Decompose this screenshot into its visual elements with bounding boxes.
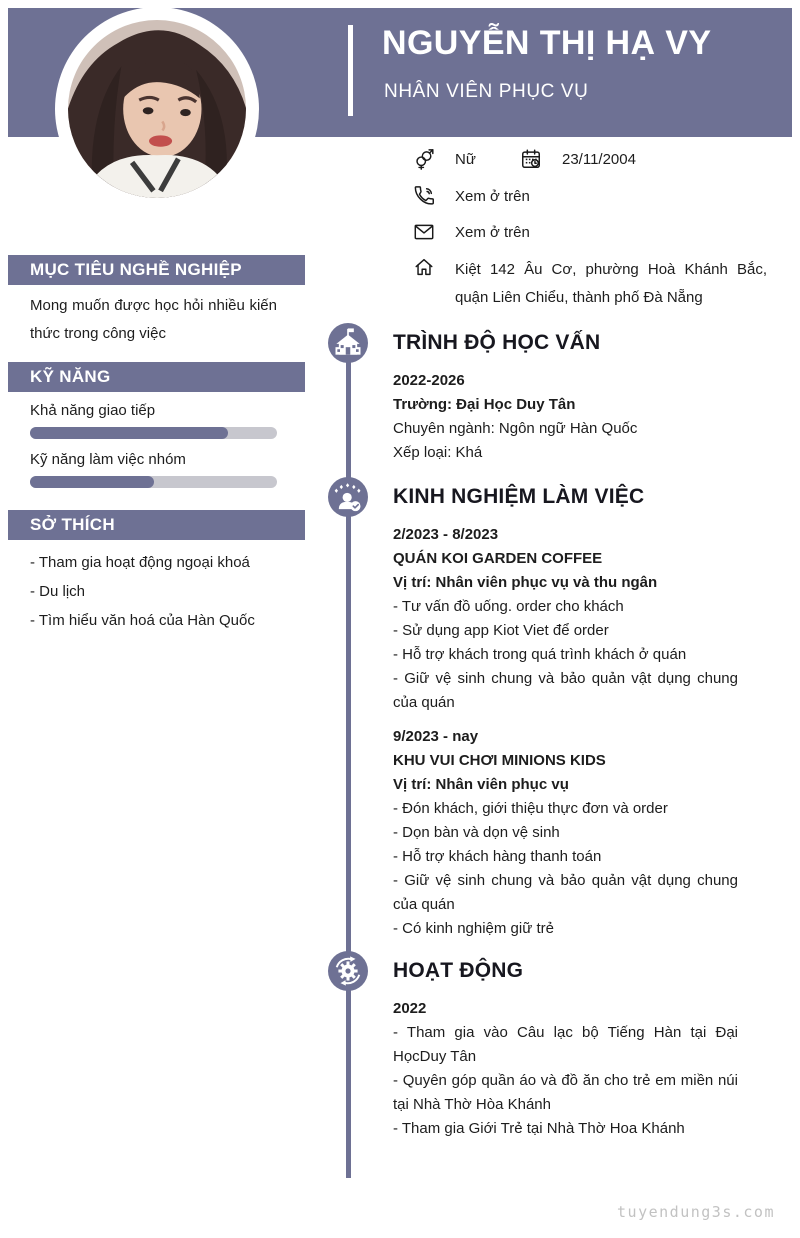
skill-fill: [30, 427, 228, 439]
hobby-item: - Tham gia hoạt động ngoại khoá: [30, 554, 250, 571]
activities-section: [393, 958, 738, 1141]
job-title: NHÂN VIÊN PHỤC VỤ: [384, 81, 589, 102]
job-company: KHU VUI CHƠI MINIONS KIDS: [393, 752, 606, 769]
job: [393, 523, 738, 715]
education-school: Trường: Đại Học Duy Tân: [393, 396, 576, 413]
job-position: Vị trí: Nhân viên phục vụ và thu ngân: [393, 574, 658, 591]
objective-heading: MỤC TIÊU NGHỀ NGHIỆP: [8, 255, 305, 285]
phone-value: Xem ở trên: [455, 188, 530, 205]
activities-year: 2022: [393, 1000, 427, 1017]
hobby-item: - Du lịch: [30, 583, 86, 600]
duty-item: - Đón khách, giới thiệu thực đơn và order: [393, 800, 668, 817]
skill-bar: [30, 476, 277, 488]
home-icon: [413, 256, 435, 278]
calendar-icon: [520, 148, 542, 170]
duty-item: - Hỗ trợ khách trong quá trình khách ở quán: [393, 646, 687, 663]
skill-fill: [30, 476, 154, 488]
job-period: 9/2023 - nay: [393, 728, 479, 745]
hobbies-list: [30, 548, 298, 635]
education-period: 2022-2026: [393, 372, 465, 389]
header-accent-bar: [348, 25, 353, 116]
education-heading: TRÌNH ĐỘ HỌC VẤN: [393, 331, 601, 354]
job: [393, 725, 738, 941]
duty-item: - Giữ vệ sinh chung và bảo quản vật dụng chung của quán: [393, 872, 738, 913]
profile-photo-ring: [55, 7, 259, 211]
timeline-line: [346, 343, 351, 1178]
activity-item: - Tham gia Giới Trẻ tại Nhà Thờ Hoa Khánh: [393, 1120, 685, 1137]
experience-heading: KINH NGHIỆM LÀM VIỆC: [393, 485, 645, 508]
skill-label: Kỹ năng làm việc nhóm: [30, 451, 186, 468]
activities-heading: HOẠT ĐỘNG: [393, 959, 524, 982]
experience-icon: [328, 477, 368, 517]
education-major: Chuyên ngành: Ngôn ngữ Hàn Quốc: [393, 420, 638, 437]
hobby-item: - Tìm hiểu văn hoá của Hàn Quốc: [30, 612, 255, 629]
duty-item: - Giữ vệ sinh chung và bảo quản vật dụng chung của quán: [393, 670, 738, 711]
profile-photo: [68, 20, 246, 198]
watermark: tuyendung3s.com: [617, 1203, 775, 1221]
education-icon: [328, 323, 368, 363]
skill-bar: [30, 427, 277, 439]
objective-text: Mong muốn được học hỏi nhiều kiến thức trong công việc: [30, 297, 277, 342]
activity-item: - Quyên góp quần áo và đồ ăn cho trẻ em miền núi tại Nhà Thờ Hòa Khánh: [393, 1072, 738, 1113]
duty-item: - Sử dụng app Kiot Viet để order: [393, 622, 609, 639]
skill-label: Khả năng giao tiếp: [30, 402, 156, 419]
address-value: Kiệt 142 Âu Cơ, phường Hoà Khánh Bắc, quận Liên Chiểu, thành phố Đà Nẵng: [455, 261, 767, 306]
gender-icon: [413, 148, 435, 170]
activity-item: - Tham gia vào Câu lạc bộ Tiếng Hàn tại Đại HọcDuy Tân: [393, 1024, 738, 1065]
experience-section: [393, 484, 738, 941]
job-period: 2/2023 - 8/2023: [393, 526, 499, 543]
skills-heading: KỸ NĂNG: [8, 362, 305, 392]
hobbies-heading: SỞ THÍCH: [8, 510, 305, 540]
email-icon: [413, 221, 435, 243]
duty-item: - Dọn bàn và dọn vệ sinh: [393, 824, 560, 841]
gender-value: Nữ: [455, 151, 476, 168]
email-value: Xem ở trên: [455, 224, 530, 241]
duty-item: - Hỗ trợ khách hàng thanh toán: [393, 848, 602, 865]
job-company: QUÁN KOI GARDEN COFFEE: [393, 550, 603, 567]
job-position: Vị trí: Nhân viên phục vụ: [393, 776, 569, 793]
duty-item: - Tư vấn đồ uống. order cho khách: [393, 598, 624, 615]
person-name: NGUYỄN THỊ HẠ VY: [382, 24, 712, 62]
activity-icon: [328, 951, 368, 991]
education-section: [393, 330, 738, 465]
dob-value: 23/11/2004: [562, 151, 636, 168]
duty-item: - Có kinh nghiệm giữ trẻ: [393, 920, 554, 937]
phone-icon: [413, 185, 435, 207]
education-grade: Xếp loại: Khá: [393, 444, 483, 461]
